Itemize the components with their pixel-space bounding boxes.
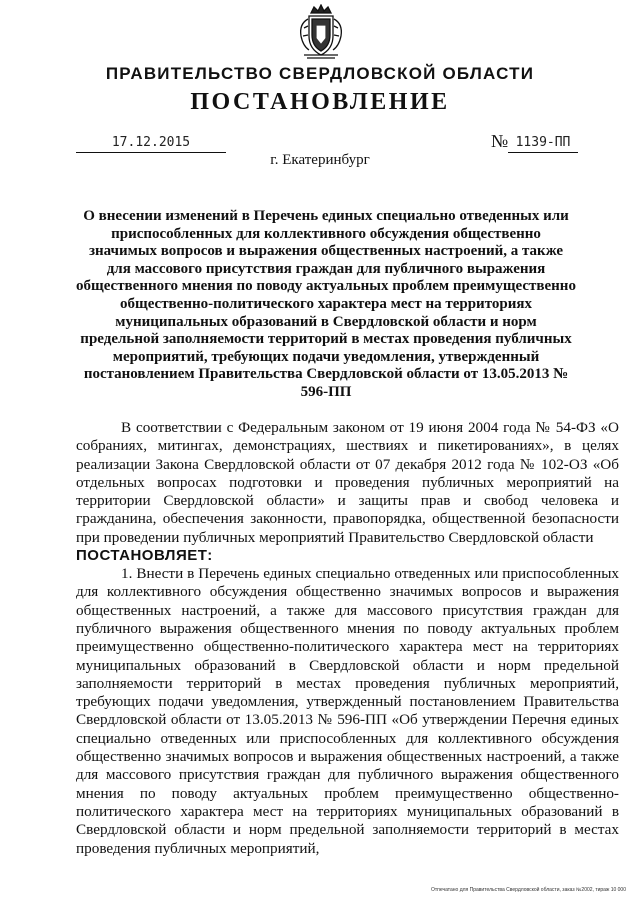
number-label: № [491, 131, 509, 151]
decree-heading: ПОСТАНОВЛЯЕТ: [76, 547, 213, 565]
preamble-paragraph: В соответствии с Федеральным законом от 19 июня 2004 года № 54-ФЗ «О собраниях, митингах, демонстрациях, шествиях и пикетированиях», в целях реализации Закона Свердловской области от 07 декабря 2012 года № 102-ОЗ «Об отдельных вопросах подготовки и проведения публичных мероприятий на территории Свердловской области» и защиты прав и свобод человека и гражданина, обеспечения законности, правопорядка, общественной безопасности при проведении публичных мероприятий Правительство Свердловской области [76, 419, 619, 546]
document-type: ПОСТАНОВЛЕНИЕ [190, 89, 450, 115]
item-1-paragraph: 1. Внести в Перечень единых специально отведенных или приспособленных для коллективного обсуждения общественно значимых вопросов и выражения общественных настроений, а также для массового присутствия граждан для публичного выражения общественного мнения по поводу актуальных проблем преимущественно общественно-политического характера мест на территориях муниципальных образований в Свердловской области и норм предельной заполняемости территорий в местах проведения публичных мероприятий, требующих подачи уведомления, утвержденный постановлением Правительства Свердловской области от 13.05.2013 № 596-ПП «Об утверждении Перечня единых специально отведенных или приспособленных для коллективного обсуждения общественно значимых вопросов и выражения общественных настроений, а также для массового присутствия граждан для публичного выражения общественного мнения по поводу актуальных проблем преимущественно общественно-политического характера мест на территориях муниципальных образований в Свердловской области и норм предельной заполняемости территорий в местах проведения публичных мероприятий, [76, 565, 619, 857]
document-date: 17.12.2015 [76, 135, 226, 153]
city: г. Екатеринбург [270, 152, 370, 168]
government-name: ПРАВИТЕЛЬСТВО СВЕРДЛОВСКОЙ ОБЛАСТИ [105, 64, 535, 83]
document-number: 1139-ПП [508, 135, 578, 153]
coat-of-arms-icon [296, 4, 346, 60]
document-subject: О внесении изменений в Перечень единых специально отведенных или приспособленных для коллективного обсуждения общественно значимых вопросов и выражения общественных настроений, а также для массового присутствия граждан для публичного выражения общественного мнения по поводу актуальных проблем преимущественно общественно-политического характера мест на территориях муниципальных образований в Свердловской области и норм предельной заполняемости территорий в местах проведения публичных мероприятий, требующих подачи уведомления, утвержденный постановлением Правительства Свердловской области от 13.05.2013 № 596-ПП [76, 208, 576, 400]
document-body [76, 419, 619, 858]
print-footer: Отпечатано для Правительства Свердловской области, заказ №2002, тираж 10 000 [430, 887, 626, 893]
